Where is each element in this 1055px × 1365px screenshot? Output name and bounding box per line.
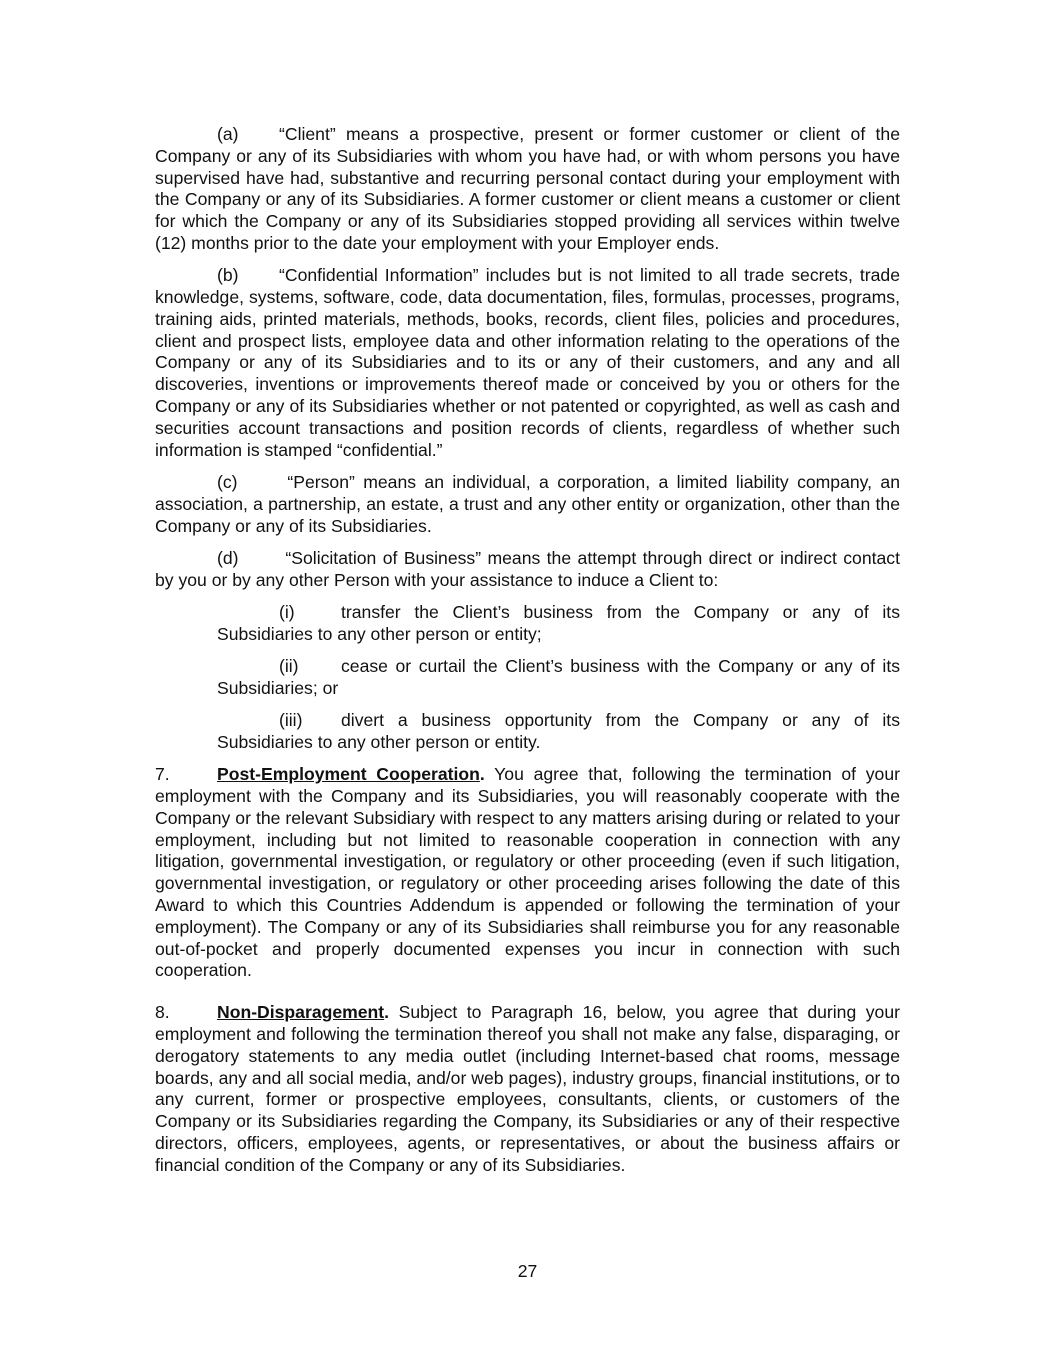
section-number: 8. (155, 1002, 170, 1023)
section-post-employment-cooperation (155, 764, 900, 982)
definition-text: “Person” means an individual, a corporation, a limited liability company, an association, a partnership, an estate, a trust and any other entity or organization, other than the Company or any of its Subsidiaries. (155, 471, 900, 536)
section-heading-period: . (384, 1002, 390, 1023)
definition-text: “Confidential Information” includes but is not limited to all trade secrets, trade knowledge, systems, software, code, data documentation, files, formulas, processes, programs, training aids, printed materials, methods, books, records, client files, policies and procedures, client and prospect lists, employee data and other information relating to the operations of the Company or any of its Subsidiaries and to its or any of their customers, and any and all discoveries, inventions or improvements thereof made or conceived by you or others for the Company or any of its Subsidiaries whether or not patented or copyrighted, as well as cash and securities account transactions and position records of clients, regardless of whether such information is stamped “confidential.” (155, 265, 900, 460)
definition-text: “Solicitation of Business” means the attempt through direct or indirect contact by you or by any other Person with your assistance to induce a Client to: (155, 547, 900, 590)
subitem-text: cease or curtail the Client’s business with the Company or any of its Subsidiaries; or (217, 656, 900, 698)
section-text: You agree that, following the termination of your employment with the Company and its Subsidiaries, you will reasonably cooperate with the Company or the relevant Subsidiary with respect to any matters arising during or related to your employment, including but not limited to reasonable cooperation in connection with any litigation, governmental investigation, or regulatory or other proceeding (even if such litigation, governmental investigation, or regulatory or other proceeding arises following the date of this Award to which this Countries Addendum is appended or following the termination of your employment). The Company or any of its Subsidiaries shall reimburse you for any reasonable out-of-pocket and properly documented expenses you incur in connection with such cooperation. (155, 764, 900, 981)
section-non-disparagement (155, 1002, 900, 1176)
section-heading: Post-Employment Cooperation (217, 764, 480, 785)
section-number: 7. (155, 764, 170, 785)
subitem-divert (217, 710, 900, 754)
section-heading: Non-Disparagement (217, 1002, 385, 1023)
subitem-text: divert a business opportunity from the Company or any of its Subsidiaries to any other person or entity. (217, 710, 900, 752)
definition-person (155, 472, 900, 537)
definition-confidential-information (155, 265, 900, 461)
subitem-transfer (217, 602, 900, 646)
section-heading-period: . (479, 764, 485, 785)
definition-solicitation-of-business (155, 548, 900, 592)
document-page (155, 124, 900, 1187)
definition-text: “Client” means a prospective, present or former customer or client of the Company or any of its Subsidiaries with whom you have had, or with whom persons you have supervised have had, substantive and recurring personal contact during your employment with the Company or any of its Subsidiaries. A former customer or client means a customer or client for which the Company or any of its Subsidiaries stopped providing all services within twelve (12) months prior to the date your employment with your Employer ends. (155, 124, 900, 253)
definition-label: (a) (217, 124, 239, 144)
subitem-label: (iii) (279, 710, 303, 731)
definition-label: (c) (217, 471, 238, 492)
subitem-label: (ii) (279, 656, 299, 677)
definition-client (155, 124, 900, 255)
definition-label: (b) (217, 265, 239, 286)
page-number: 27 (517, 1261, 538, 1281)
section-text: Subject to Paragraph 16, below, you agree that during your employment and following the termination thereof you shall not make any false, disparaging, or derogatory statements to any media outlet (including Internet-based chat rooms, message boards, any and all social media, and/or web pages), industry groups, financial institutions, or to any current, former or prospective employees, consultants, clients, or customers of the Company or its Subsidiaries regarding the Company, its Subsidiaries or any of their respective directors, officers, employees, agents, or representatives, or about the business affairs or financial condition of the Company or any of its Subsidiaries. (155, 1002, 900, 1175)
subitem-label: (i) (279, 601, 295, 622)
subitem-text: transfer the Client’s business from the Company or any of its Subsidiaries to any other person or entity; (217, 601, 900, 644)
subitem-cease (217, 656, 900, 700)
definition-label: (d) (217, 547, 239, 568)
